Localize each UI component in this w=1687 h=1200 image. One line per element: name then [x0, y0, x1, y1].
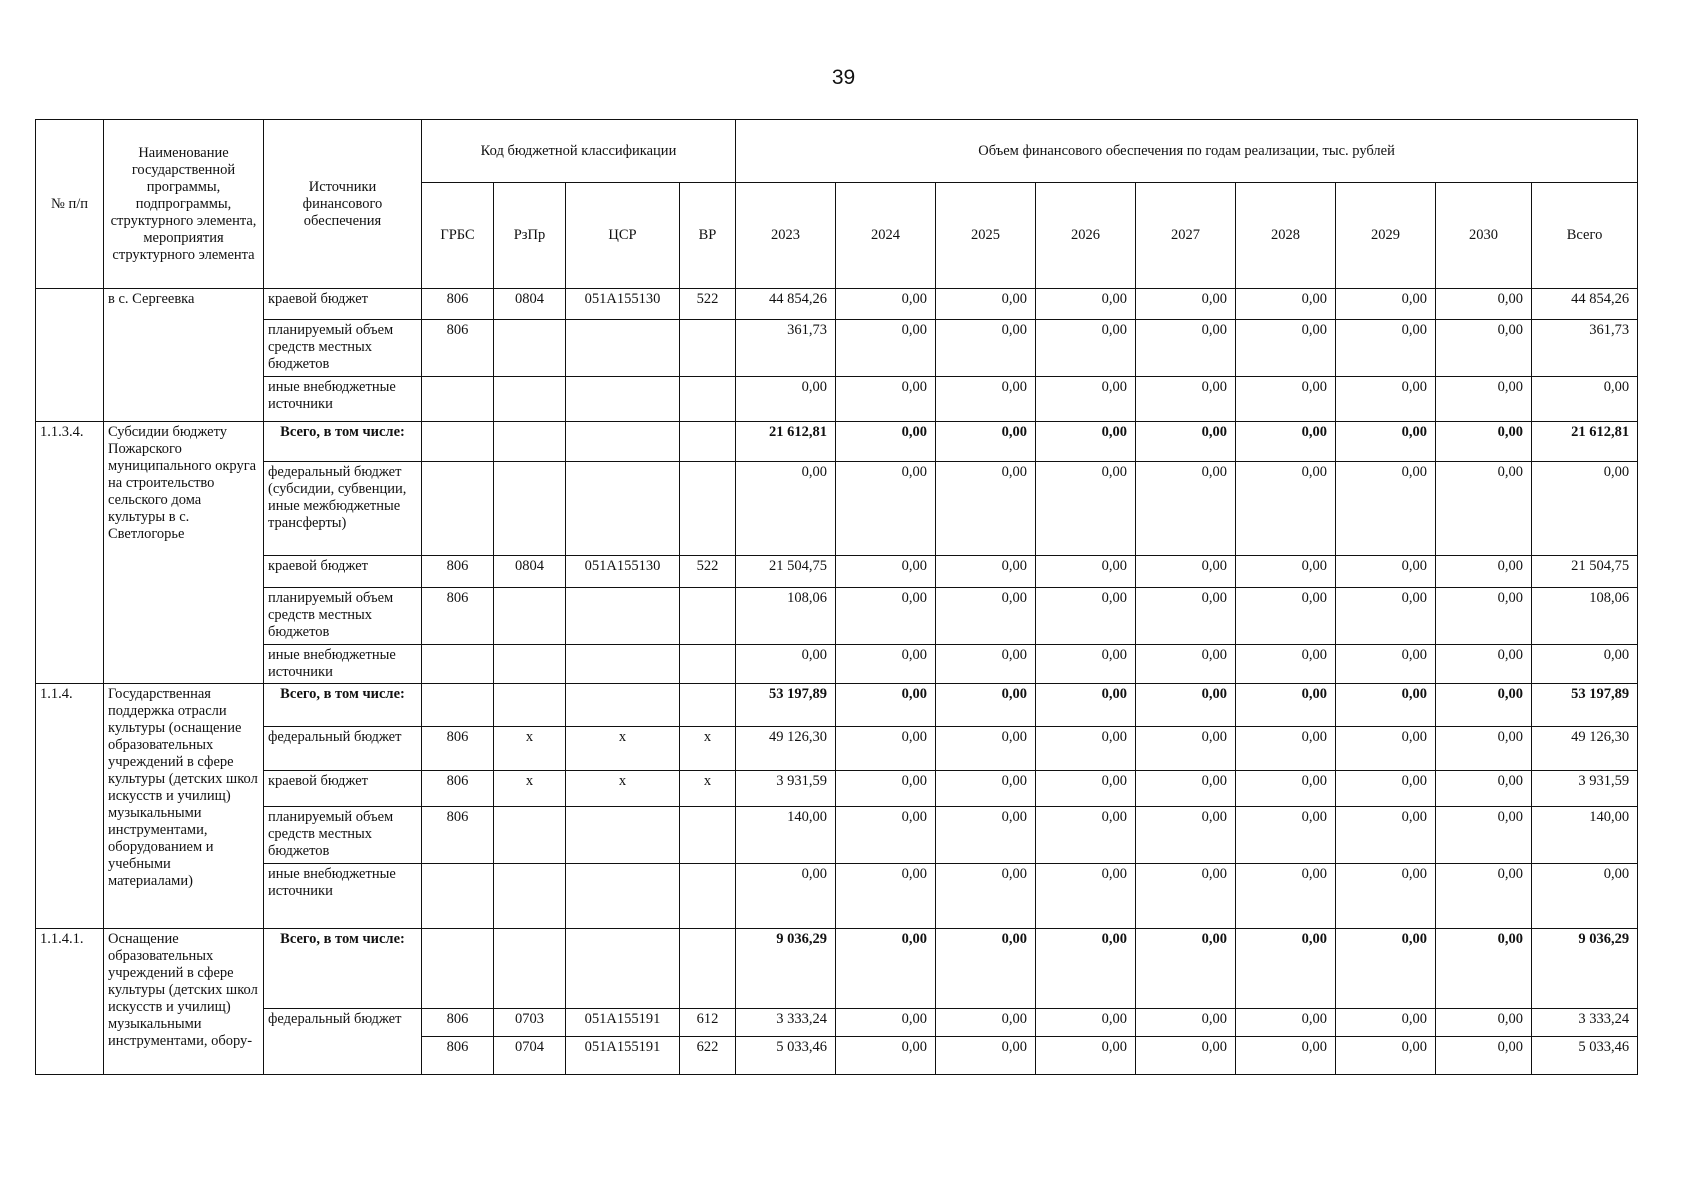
- csr-code: 051A155191: [566, 1009, 680, 1037]
- value-year-2023: 9 036,29: [736, 929, 836, 1009]
- vr-code: 622: [680, 1037, 736, 1075]
- value-total: 53 197,89: [1532, 684, 1638, 727]
- grbs-code: 806: [422, 588, 494, 645]
- rzpr-code: [494, 320, 566, 377]
- total-label: Всего, в том числе:: [264, 929, 422, 1009]
- table-row: [36, 320, 1638, 377]
- value-total: 5 033,46: [1532, 1037, 1638, 1075]
- page-number: 39: [831, 66, 856, 89]
- value-year-2024: 0,00: [836, 807, 936, 864]
- value-year-2023: 0,00: [736, 645, 836, 684]
- value-year-2025: 0,00: [936, 320, 1036, 377]
- value-year-2029: 0,00: [1336, 929, 1436, 1009]
- value-year-2030: 0,00: [1436, 422, 1532, 462]
- funding-source: планируемый объем средств местных бюджетов: [264, 320, 422, 377]
- csr-code: 051A155130: [566, 556, 680, 588]
- value-year-2024: 0,00: [836, 1037, 936, 1075]
- value-year-2030: 0,00: [1436, 462, 1532, 556]
- value-year-2029: 0,00: [1336, 422, 1436, 462]
- value-year-2027: 0,00: [1136, 1009, 1236, 1037]
- value-year-2027: 0,00: [1136, 556, 1236, 588]
- rzpr-code: [494, 588, 566, 645]
- header-year-2028: 2028: [1236, 183, 1336, 289]
- value-year-2028: 0,00: [1236, 1009, 1336, 1037]
- value-year-2030: 0,00: [1436, 588, 1532, 645]
- value-year-2025: 0,00: [936, 684, 1036, 727]
- item-name: Государственная поддержка отрасли культуры (оснащение образовательных учреждений в сфере культуры (детских школ искусств и училищ) музыкальными инструментами, оборудованием и учебными материалами): [104, 684, 264, 929]
- vr-code: [680, 929, 736, 1009]
- value-year-2026: 0,00: [1036, 462, 1136, 556]
- total-label: Всего, в том числе:: [264, 422, 422, 462]
- rzpr-code: [494, 377, 566, 422]
- value-year-2030: 0,00: [1436, 727, 1532, 771]
- funding-source: краевой бюджет: [264, 289, 422, 320]
- rzpr-code: [494, 645, 566, 684]
- csr-code: [566, 864, 680, 929]
- value-total: 0,00: [1532, 645, 1638, 684]
- value-year-2026: 0,00: [1036, 1037, 1136, 1075]
- grbs-code: [422, 645, 494, 684]
- header-grbs: ГРБС: [422, 183, 494, 289]
- value-year-2024: 0,00: [836, 320, 936, 377]
- table-row: [36, 377, 1638, 422]
- value-year-2027: 0,00: [1136, 377, 1236, 422]
- vr-code: [680, 422, 736, 462]
- value-year-2025: 0,00: [936, 556, 1036, 588]
- value-year-2026: 0,00: [1036, 422, 1136, 462]
- header-total: Всего: [1532, 183, 1638, 289]
- value-year-2027: 0,00: [1136, 588, 1236, 645]
- funding-source: планируемый объем средств местных бюджетов: [264, 588, 422, 645]
- value-year-2025: 0,00: [936, 289, 1036, 320]
- value-year-2029: 0,00: [1336, 771, 1436, 807]
- value-total: 108,06: [1532, 588, 1638, 645]
- value-year-2028: 0,00: [1236, 556, 1336, 588]
- value-year-2026: 0,00: [1036, 684, 1136, 727]
- item-number: [36, 289, 104, 422]
- value-total: 361,73: [1532, 320, 1638, 377]
- value-year-2030: 0,00: [1436, 1037, 1532, 1075]
- table-row: [36, 807, 1638, 864]
- value-year-2027: 0,00: [1136, 289, 1236, 320]
- value-year-2027: 0,00: [1136, 929, 1236, 1009]
- value-year-2026: 0,00: [1036, 864, 1136, 929]
- value-year-2029: 0,00: [1336, 684, 1436, 727]
- value-year-2024: 0,00: [836, 422, 936, 462]
- value-year-2024: 0,00: [836, 462, 936, 556]
- value-total: 44 854,26: [1532, 289, 1638, 320]
- csr-code: [566, 422, 680, 462]
- value-year-2024: 0,00: [836, 929, 936, 1009]
- value-year-2026: 0,00: [1036, 289, 1136, 320]
- vr-code: [680, 645, 736, 684]
- csr-code: [566, 377, 680, 422]
- value-year-2023: 5 033,46: [736, 1037, 836, 1075]
- value-year-2025: 0,00: [936, 462, 1036, 556]
- value-year-2029: 0,00: [1336, 320, 1436, 377]
- csr-code: 051A155191: [566, 1037, 680, 1075]
- value-year-2028: 0,00: [1236, 462, 1336, 556]
- grbs-code: [422, 377, 494, 422]
- value-year-2026: 0,00: [1036, 1009, 1136, 1037]
- value-year-2024: 0,00: [836, 556, 936, 588]
- value-year-2027: 0,00: [1136, 462, 1236, 556]
- value-year-2025: 0,00: [936, 1009, 1036, 1037]
- csr-code: 051A155130: [566, 289, 680, 320]
- csr-code: х: [566, 727, 680, 771]
- rzpr-code: [494, 422, 566, 462]
- table-row: [36, 289, 1638, 320]
- value-year-2023: 140,00: [736, 807, 836, 864]
- value-year-2025: 0,00: [936, 727, 1036, 771]
- funding-source: иные внебюджетные источники: [264, 645, 422, 684]
- grbs-code: 806: [422, 289, 494, 320]
- rzpr-code: [494, 807, 566, 864]
- value-year-2024: 0,00: [836, 684, 936, 727]
- value-year-2028: 0,00: [1236, 289, 1336, 320]
- value-year-2029: 0,00: [1336, 807, 1436, 864]
- value-year-2029: 0,00: [1336, 556, 1436, 588]
- csr-code: [566, 645, 680, 684]
- table-body: [36, 289, 1638, 1075]
- value-year-2028: 0,00: [1236, 645, 1336, 684]
- value-year-2029: 0,00: [1336, 289, 1436, 320]
- value-year-2028: 0,00: [1236, 588, 1336, 645]
- value-year-2025: 0,00: [936, 864, 1036, 929]
- value-year-2024: 0,00: [836, 727, 936, 771]
- grbs-code: [422, 422, 494, 462]
- value-year-2026: 0,00: [1036, 645, 1136, 684]
- value-year-2027: 0,00: [1136, 864, 1236, 929]
- grbs-code: [422, 929, 494, 1009]
- value-year-2023: 0,00: [736, 864, 836, 929]
- value-total: 140,00: [1532, 807, 1638, 864]
- value-year-2024: 0,00: [836, 864, 936, 929]
- grbs-code: 806: [422, 771, 494, 807]
- header-year-2027: 2027: [1136, 183, 1236, 289]
- grbs-code: 806: [422, 807, 494, 864]
- csr-code: х: [566, 771, 680, 807]
- value-year-2030: 0,00: [1436, 556, 1532, 588]
- value-year-2030: 0,00: [1436, 289, 1532, 320]
- csr-code: [566, 462, 680, 556]
- header-rzpr: РзПр: [494, 183, 566, 289]
- value-year-2025: 0,00: [936, 377, 1036, 422]
- total-label: Всего, в том числе:: [264, 684, 422, 727]
- value-year-2028: 0,00: [1236, 771, 1336, 807]
- funding-source: федеральный бюджет (субсидии, субвенции, иные межбюджетные трансферты): [264, 462, 422, 556]
- value-year-2023: 21 612,81: [736, 422, 836, 462]
- value-year-2023: 0,00: [736, 462, 836, 556]
- rzpr-code: [494, 864, 566, 929]
- value-year-2026: 0,00: [1036, 377, 1136, 422]
- value-year-2026: 0,00: [1036, 320, 1136, 377]
- value-year-2026: 0,00: [1036, 807, 1136, 864]
- grbs-code: 806: [422, 320, 494, 377]
- rzpr-code: 0804: [494, 556, 566, 588]
- table-header: [36, 120, 1638, 289]
- value-year-2027: 0,00: [1136, 1037, 1236, 1075]
- grbs-code: 806: [422, 727, 494, 771]
- header-year-2026: 2026: [1036, 183, 1136, 289]
- grbs-code: [422, 684, 494, 727]
- vr-code: [680, 684, 736, 727]
- header-name: Наименование государственной программы, подпрограммы, структурного элемента, мероприятия структурного элемента: [104, 120, 264, 289]
- item-name: Субсидии бюджету Пожарского муниципального округа на строительство сельского дома культуры в с. Светлогорье: [104, 422, 264, 684]
- vr-code: [680, 377, 736, 422]
- csr-code: [566, 588, 680, 645]
- value-total: 0,00: [1532, 377, 1638, 422]
- value-year-2023: 53 197,89: [736, 684, 836, 727]
- header-year-2023: 2023: [736, 183, 836, 289]
- item-number: 1.1.4.: [36, 684, 104, 929]
- table-row: [36, 588, 1638, 645]
- value-year-2024: 0,00: [836, 771, 936, 807]
- value-year-2029: 0,00: [1336, 727, 1436, 771]
- funding-source: краевой бюджет: [264, 556, 422, 588]
- value-year-2023: 3 931,59: [736, 771, 836, 807]
- value-total: 49 126,30: [1532, 727, 1638, 771]
- funding-source: иные внебюджетные источники: [264, 864, 422, 929]
- value-year-2023: 108,06: [736, 588, 836, 645]
- value-year-2025: 0,00: [936, 1037, 1036, 1075]
- value-year-2027: 0,00: [1136, 727, 1236, 771]
- value-total: 3 333,24: [1532, 1009, 1638, 1037]
- value-total: 21 612,81: [1532, 422, 1638, 462]
- value-year-2029: 0,00: [1336, 1037, 1436, 1075]
- csr-code: [566, 807, 680, 864]
- item-name: Оснащение образовательных учреждений в сфере культуры (детских школ искусств и училищ) музыкальными инструментами, обору-: [104, 929, 264, 1075]
- grbs-code: [422, 864, 494, 929]
- value-year-2030: 0,00: [1436, 929, 1532, 1009]
- value-year-2030: 0,00: [1436, 320, 1532, 377]
- value-year-2028: 0,00: [1236, 320, 1336, 377]
- item-number: 1.1.3.4.: [36, 422, 104, 684]
- rzpr-code: 0704: [494, 1037, 566, 1075]
- rzpr-code: [494, 929, 566, 1009]
- vr-code: [680, 807, 736, 864]
- vr-code: [680, 320, 736, 377]
- value-total: 3 931,59: [1532, 771, 1638, 807]
- value-year-2027: 0,00: [1136, 645, 1236, 684]
- vr-code: [680, 588, 736, 645]
- vr-code: [680, 462, 736, 556]
- value-total: 21 504,75: [1532, 556, 1638, 588]
- rzpr-code: [494, 684, 566, 727]
- item-name: в с. Сергеевка: [104, 289, 264, 422]
- table-row: [36, 864, 1638, 929]
- table-row: [36, 929, 1638, 1009]
- value-year-2024: 0,00: [836, 1009, 936, 1037]
- value-year-2030: 0,00: [1436, 645, 1532, 684]
- value-year-2028: 0,00: [1236, 807, 1336, 864]
- value-year-2027: 0,00: [1136, 320, 1236, 377]
- rzpr-code: х: [494, 771, 566, 807]
- value-year-2024: 0,00: [836, 377, 936, 422]
- funding-source: иные внебюджетные источники: [264, 377, 422, 422]
- value-total: 0,00: [1532, 462, 1638, 556]
- value-year-2023: 49 126,30: [736, 727, 836, 771]
- header-volume-group: Объем финансового обеспечения по годам реализации, тыс. рублей: [736, 120, 1638, 183]
- value-year-2030: 0,00: [1436, 864, 1532, 929]
- value-year-2027: 0,00: [1136, 771, 1236, 807]
- value-year-2029: 0,00: [1336, 588, 1436, 645]
- value-year-2026: 0,00: [1036, 727, 1136, 771]
- grbs-code: 806: [422, 556, 494, 588]
- value-year-2028: 0,00: [1236, 929, 1336, 1009]
- funding-source: федеральный бюджет: [264, 1009, 422, 1075]
- vr-code: 612: [680, 1009, 736, 1037]
- table-row: [36, 771, 1638, 807]
- value-year-2023: 0,00: [736, 377, 836, 422]
- value-year-2028: 0,00: [1236, 377, 1336, 422]
- value-year-2024: 0,00: [836, 289, 936, 320]
- table-row: [36, 462, 1638, 556]
- value-year-2027: 0,00: [1136, 807, 1236, 864]
- value-year-2030: 0,00: [1436, 807, 1532, 864]
- rzpr-code: х: [494, 727, 566, 771]
- grbs-code: 806: [422, 1037, 494, 1075]
- vr-code: х: [680, 727, 736, 771]
- value-year-2023: 44 854,26: [736, 289, 836, 320]
- value-year-2025: 0,00: [936, 422, 1036, 462]
- csr-code: [566, 684, 680, 727]
- value-year-2029: 0,00: [1336, 645, 1436, 684]
- item-number: 1.1.4.1.: [36, 929, 104, 1075]
- funding-source: планируемый объем средств местных бюджетов: [264, 807, 422, 864]
- table-row: [36, 556, 1638, 588]
- value-year-2030: 0,00: [1436, 771, 1532, 807]
- value-year-2028: 0,00: [1236, 422, 1336, 462]
- value-year-2025: 0,00: [936, 771, 1036, 807]
- rzpr-code: 0804: [494, 289, 566, 320]
- value-year-2027: 0,00: [1136, 684, 1236, 727]
- value-year-2026: 0,00: [1036, 556, 1136, 588]
- value-year-2026: 0,00: [1036, 771, 1136, 807]
- table-row: [36, 727, 1638, 771]
- value-year-2024: 0,00: [836, 588, 936, 645]
- header-year-2030: 2030: [1436, 183, 1532, 289]
- value-year-2028: 0,00: [1236, 864, 1336, 929]
- header-vr: ВР: [680, 183, 736, 289]
- table-row: [36, 645, 1638, 684]
- value-year-2029: 0,00: [1336, 377, 1436, 422]
- vr-code: х: [680, 771, 736, 807]
- value-year-2025: 0,00: [936, 929, 1036, 1009]
- value-year-2023: 21 504,75: [736, 556, 836, 588]
- header-source: Источники финансового обеспечения: [264, 120, 422, 289]
- value-year-2027: 0,00: [1136, 422, 1236, 462]
- table-row: [36, 684, 1638, 727]
- header-code-group: Код бюджетной классификации: [422, 120, 736, 183]
- value-year-2028: 0,00: [1236, 727, 1336, 771]
- csr-code: [566, 320, 680, 377]
- header-year-2025: 2025: [936, 183, 1036, 289]
- vr-code: 522: [680, 556, 736, 588]
- header-year-2024: 2024: [836, 183, 936, 289]
- value-total: 0,00: [1532, 864, 1638, 929]
- funding-source: краевой бюджет: [264, 771, 422, 807]
- value-year-2025: 0,00: [936, 645, 1036, 684]
- value-year-2024: 0,00: [836, 645, 936, 684]
- header-year-2029: 2029: [1336, 183, 1436, 289]
- budget-table: [35, 119, 1638, 1075]
- csr-code: [566, 929, 680, 1009]
- value-year-2025: 0,00: [936, 588, 1036, 645]
- grbs-code: [422, 462, 494, 556]
- vr-code: [680, 864, 736, 929]
- value-year-2029: 0,00: [1336, 864, 1436, 929]
- value-year-2025: 0,00: [936, 807, 1036, 864]
- header-num: № п/п: [36, 120, 104, 289]
- header-csr: ЦСР: [566, 183, 680, 289]
- value-total: 9 036,29: [1532, 929, 1638, 1009]
- rzpr-code: 0703: [494, 1009, 566, 1037]
- grbs-code: 806: [422, 1009, 494, 1037]
- table-row: [36, 1009, 1638, 1037]
- value-year-2030: 0,00: [1436, 377, 1532, 422]
- value-year-2028: 0,00: [1236, 1037, 1336, 1075]
- value-year-2029: 0,00: [1336, 1009, 1436, 1037]
- table-row: [36, 422, 1638, 462]
- value-year-2026: 0,00: [1036, 588, 1136, 645]
- vr-code: 522: [680, 289, 736, 320]
- rzpr-code: [494, 462, 566, 556]
- value-year-2023: 361,73: [736, 320, 836, 377]
- value-year-2028: 0,00: [1236, 684, 1336, 727]
- value-year-2029: 0,00: [1336, 462, 1436, 556]
- funding-source: федеральный бюджет: [264, 727, 422, 771]
- value-year-2023: 3 333,24: [736, 1009, 836, 1037]
- value-year-2026: 0,00: [1036, 929, 1136, 1009]
- value-year-2030: 0,00: [1436, 684, 1532, 727]
- value-year-2030: 0,00: [1436, 1009, 1532, 1037]
